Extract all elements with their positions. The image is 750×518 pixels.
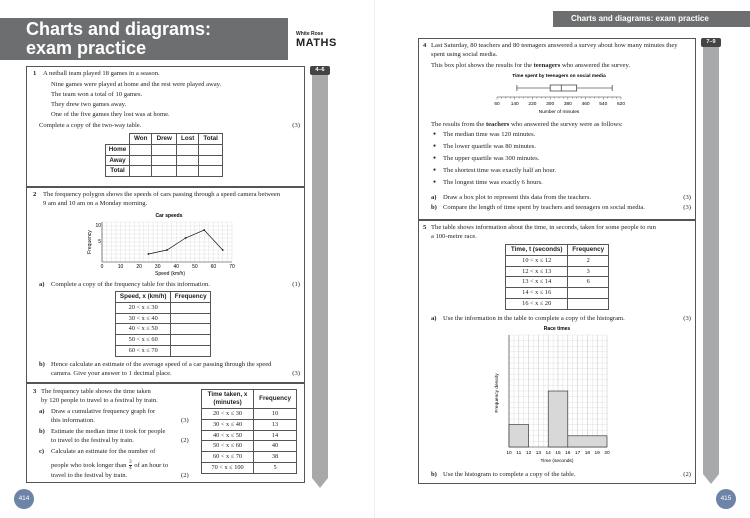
question-2-box <box>26 187 305 383</box>
page-title-line2: exam practice <box>26 38 147 58</box>
x-tick-label: 20 <box>604 451 610 456</box>
table-cell: 6 <box>568 277 609 288</box>
q4b-marks: (3) <box>683 204 691 211</box>
question-number: 4 <box>423 42 427 49</box>
question-3-box <box>26 383 305 483</box>
q3b-marks: (2) <box>181 437 189 444</box>
part-label: a) <box>39 408 45 415</box>
q3-text-1: The frequency table shows the time taken <box>41 388 151 395</box>
x-tick-label: 10 <box>117 264 124 270</box>
histogram-chart <box>489 323 619 465</box>
table-cell: 13 <box>254 419 297 430</box>
y-tick-label: 5 <box>98 239 101 245</box>
q2a-marks: (1) <box>292 281 300 288</box>
teacher-stats-list <box>433 131 556 191</box>
table-cell <box>177 166 199 177</box>
table-cell <box>177 144 199 155</box>
x-tick-label: 220 <box>528 102 537 107</box>
x-tick-label: 19 <box>594 451 600 456</box>
histogram-bar <box>548 391 568 447</box>
x-tick-label: 70 <box>229 264 235 270</box>
table-cell: 50 < x ≤ 60 <box>116 335 171 346</box>
page-spine <box>374 0 375 518</box>
x-tick-label: 14 <box>545 451 551 456</box>
x-tick-label: 11 <box>516 451 522 456</box>
table-cell <box>568 298 609 309</box>
q2-text-2: 9 am and 10 am on a Monday morning. <box>43 200 148 207</box>
right-page-number: 415 <box>716 489 736 509</box>
histogram-bar <box>509 425 529 447</box>
y-axis-label: Frequency <box>87 230 93 254</box>
col-header: Speed, x (km/h) <box>116 292 171 303</box>
q4-text-4b: teachers <box>485 121 510 128</box>
table-cell <box>130 166 152 177</box>
q3c-text-2b: of an hour to <box>134 462 169 470</box>
question-number: 1 <box>33 70 37 77</box>
two-way-table <box>105 133 223 177</box>
table-cell: 12 < x ≤ 13 <box>506 266 568 277</box>
x-axis-label: Number of minutes <box>538 110 580 115</box>
table-cell: 20 < x ≤ 30 <box>202 409 254 420</box>
q2b-marks: (3) <box>292 370 300 377</box>
x-axis-label: Speed (km/h) <box>154 271 186 277</box>
x-tick-label: 300 <box>546 102 555 107</box>
row-header: Home <box>106 144 130 155</box>
x-tick-label: 13 <box>535 451 542 456</box>
brand-logo: MATHS <box>296 37 337 49</box>
x-tick-label: 15 <box>555 451 561 456</box>
table-cell <box>130 155 152 166</box>
q1-marks: (3) <box>292 122 300 129</box>
col-header-line: (minutes) <box>213 399 242 406</box>
q1-line-2: The team won a total of 10 games. <box>51 91 143 98</box>
table-cell: 60 < x ≤ 70 <box>116 345 171 356</box>
x-tick-label: 12 <box>525 451 532 456</box>
table-corner <box>106 134 130 145</box>
q2b-text-2: camera. Give your answer to 1 decimal place. <box>51 370 172 377</box>
y-tick-label: 10 <box>95 223 101 229</box>
chart-title: Time spent by teenagers on social media <box>512 74 606 79</box>
table-cell <box>171 335 211 346</box>
table-cell: 2 <box>568 255 609 266</box>
data-point <box>185 237 187 239</box>
q3b-text-2: to travel to the festival by train. <box>51 437 134 444</box>
row-header: Away <box>106 155 130 166</box>
q4-text-3c: who answered the survey. <box>560 62 630 69</box>
table-cell <box>152 166 177 177</box>
right-page-title: Charts and diagrams: exam practice <box>571 14 709 23</box>
frequency-polygon-chart <box>82 209 252 277</box>
q3c-text-3: travel to the festival by train. <box>51 472 128 479</box>
histogram-bar <box>568 436 607 447</box>
table-cell <box>171 302 211 313</box>
q4-text-1: Last Saturday, 80 teachers and 80 teenagers answered a survey about how many minutes they <box>431 42 678 49</box>
q1-line-1: Nine games were played at home and the rest were played away. <box>51 81 222 88</box>
left-band-label: 4–6 <box>310 66 330 75</box>
q4-text-3b: teenagers <box>533 62 561 69</box>
col-header: Total <box>199 134 223 145</box>
q3a-marks: (3) <box>181 417 189 424</box>
col-header: Frequency <box>568 245 609 256</box>
x-tick-label: 60 <box>210 264 217 270</box>
x-tick-label: 60 <box>494 102 500 107</box>
data-point <box>203 229 205 231</box>
table-cell: 3 <box>568 266 609 277</box>
q2b-text-1: Hence calculate an estimate of the average speed of a car passing through the speed <box>51 361 272 368</box>
q5b-text: Use the histogram to complete a copy of the table. <box>443 471 576 478</box>
table-cell <box>199 155 223 166</box>
part-label: b) <box>431 471 437 478</box>
x-tick-labels <box>101 264 235 270</box>
table-cell <box>568 288 609 299</box>
part-label: b) <box>39 361 45 368</box>
q1-line-0: A netball team played 18 games in a season. <box>43 70 160 77</box>
data-point <box>148 253 150 255</box>
q3c-text-1: Calculate an estimate for the number of <box>51 448 156 455</box>
table-cell <box>130 144 152 155</box>
table-cell: 40 < x ≤ 50 <box>202 430 254 441</box>
col-header: Drew <box>152 134 177 145</box>
chart-title: Race times <box>543 326 571 332</box>
part-label: b) <box>431 204 437 211</box>
x-axis-label: Time (seconds) <box>540 459 574 464</box>
list-item: ● The median time was 120 minutes. <box>433 131 556 143</box>
table-cell: 5 <box>254 462 297 473</box>
table-cell: 10 < x ≤ 12 <box>506 255 568 266</box>
table-cell: 13 < x ≤ 14 <box>506 277 568 288</box>
x-tick-label: 50 <box>192 264 198 270</box>
q4b-text: Compare the length of time spent by teachers and teenagers on social media. <box>443 204 645 211</box>
fraction <box>129 460 132 471</box>
table-cell <box>171 324 211 335</box>
part-label: a) <box>431 315 437 322</box>
part-label: b) <box>39 428 45 435</box>
col-header: Time, t (seconds) <box>506 245 568 256</box>
col-header: Frequency <box>254 390 297 409</box>
table-cell: 40 <box>254 441 297 452</box>
q4a-text: Draw a box plot to represent this data from the teachers. <box>443 194 592 201</box>
left-side-strip <box>312 66 328 478</box>
table-cell: 14 <box>254 430 297 441</box>
q1-line-3: They drew two games away. <box>51 101 127 108</box>
question-number: 5 <box>423 224 427 231</box>
table-cell <box>152 155 177 166</box>
brand-small: White Rose <box>296 31 324 37</box>
chart-title: Car speeds <box>155 213 183 219</box>
table-cell <box>177 155 199 166</box>
q3b-text-1: Estimate the median time it took for people <box>51 428 166 435</box>
q4-text-4 <box>431 121 623 129</box>
x-tick-label: 460 <box>581 102 590 107</box>
chart-grid <box>102 222 232 262</box>
list-item: ● The lower quartile was 80 minutes. <box>433 143 556 155</box>
question-number: 3 <box>33 388 37 395</box>
x-tick-label: 18 <box>584 451 591 456</box>
q4-text-3 <box>431 62 630 70</box>
row-header: Total <box>106 166 130 177</box>
x-tick-labels <box>506 450 610 456</box>
left-page-number: 414 <box>14 489 34 509</box>
table-cell <box>152 144 177 155</box>
box-plot-chart <box>489 71 629 115</box>
x-tick-label: 16 <box>565 451 571 456</box>
table-cell: 30 < x ≤ 40 <box>202 419 254 430</box>
x-tick-labels <box>494 101 625 107</box>
page-title <box>26 20 211 58</box>
q1-line-4: One of the five games they lost was at home. <box>51 111 170 118</box>
data-point <box>166 249 168 251</box>
part-label: a) <box>431 194 437 201</box>
list-item: ● The longest time was exactly 6 hours. <box>433 179 556 191</box>
q3c-marks: (2) <box>181 472 189 479</box>
data-point <box>222 249 224 251</box>
part-label: c) <box>39 448 45 455</box>
q3-text-2: by 120 people to travel to a festival by train. <box>41 397 158 404</box>
table-cell <box>171 313 211 324</box>
col-header: Lost <box>177 134 199 145</box>
x-tick-label: 380 <box>563 102 572 107</box>
race-times-table <box>505 244 609 310</box>
col-header <box>202 390 254 409</box>
fraction-numerator: 3 <box>129 460 132 465</box>
x-tick-label: 30 <box>154 264 161 270</box>
table-cell: 38 <box>254 452 297 463</box>
q4-text-4a: The results from the <box>431 121 486 128</box>
list-item: ● The upper quartile was 300 minutes. <box>433 155 556 167</box>
q3c-text-2 <box>51 460 168 471</box>
q2a-text: Complete a copy of the frequency table for this information. <box>51 281 210 288</box>
x-tick-label: 540 <box>599 102 608 107</box>
page-title-line1: Charts and diagrams: <box>26 19 212 39</box>
x-tick-label: 40 <box>173 264 180 270</box>
x-tick-label: 140 <box>510 102 519 107</box>
q4-text-4c: who answered the survey were as follows: <box>509 121 623 128</box>
right-side-strip <box>703 38 719 474</box>
col-header-line: Time taken, x <box>207 391 248 398</box>
q5a-text: Use the information in the table to complete a copy of the histogram. <box>443 315 625 322</box>
q4a-marks: (3) <box>683 194 691 201</box>
table-cell: 10 <box>254 409 297 420</box>
q5-text-1: The table shows information about the time, in seconds, taken for some people to run <box>431 224 656 231</box>
time-frequency-table <box>201 389 297 474</box>
right-band-label: 7–9 <box>701 38 721 47</box>
table-cell: 14 < x ≤ 16 <box>506 288 568 299</box>
question-4-box <box>418 38 696 220</box>
table-cell <box>171 345 211 356</box>
q3c-text-2a: people who took longer than <box>51 462 127 470</box>
x-tick-label: 0 <box>100 264 104 270</box>
q2-text-1: The frequency polygon shows the speeds of cars passing through a speed camera between <box>43 191 281 198</box>
q5a-marks: (3) <box>683 315 691 322</box>
fraction-denominator: 4 <box>129 466 132 471</box>
list-item: ● The shortest time was exactly half an hour. <box>433 167 556 179</box>
y-axis-label: Frequency density <box>495 373 500 413</box>
question-1-box <box>26 66 305 187</box>
q3a-text-1: Draw a cumulative frequency graph for <box>51 408 156 415</box>
table-cell: 30 < x ≤ 40 <box>116 313 171 324</box>
col-header: Won <box>130 134 152 145</box>
x-tick-label: 10 <box>506 451 512 456</box>
q5b-marks: (2) <box>683 471 691 478</box>
col-header: Frequency <box>171 292 211 303</box>
table-cell: 70 < x ≤ 100 <box>202 462 254 473</box>
question-number: 2 <box>33 191 37 198</box>
q1-instruction: Complete a copy of the two-way table. <box>39 122 142 129</box>
question-5-box <box>418 220 696 484</box>
table-cell: 16 < x ≤ 20 <box>506 298 568 309</box>
x-tick-label: 17 <box>574 451 581 456</box>
table-cell: 50 < x ≤ 60 <box>202 441 254 452</box>
table-cell: 40 < x ≤ 50 <box>116 324 171 335</box>
speed-frequency-table <box>115 291 211 357</box>
box <box>550 85 577 91</box>
x-tick-label: 20 <box>136 264 142 270</box>
part-label: a) <box>39 281 45 288</box>
box-plot <box>497 85 621 100</box>
x-tick-label: 620 <box>616 102 626 107</box>
q4-text-2: spent using social media. <box>431 51 498 58</box>
table-cell: 20 < x ≤ 30 <box>116 302 171 313</box>
table-cell <box>199 166 223 177</box>
q3a-text-2: this information. <box>51 417 95 424</box>
q4-text-3a: This box plot shows the results for the <box>431 62 534 69</box>
table-cell: 60 < x ≤ 70 <box>202 452 254 463</box>
q5-text-2: a 100-metre race. <box>431 233 477 240</box>
table-cell <box>199 144 223 155</box>
